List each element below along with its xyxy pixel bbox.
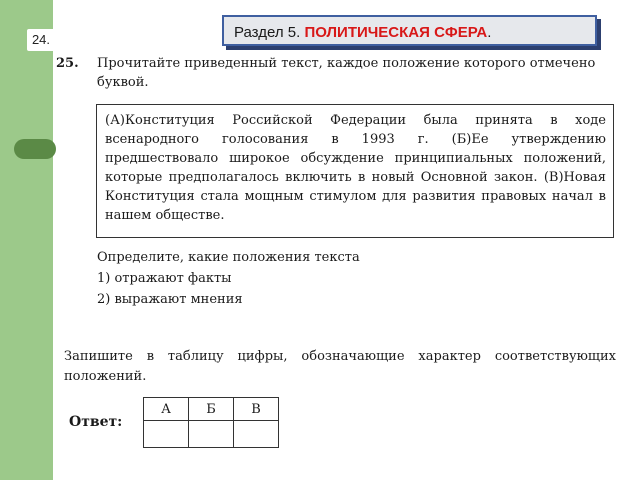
- answer-cell-v[interactable]: [234, 421, 279, 448]
- quote-text: (А)Конституция Российской Федерации была принята в ходе всенародного голосования в 1993 г. (Б)Ее утверждению предшествовало широкое обсуждение принципиальных положений, которые предполагалось включить в новый Основной закон. (В)Новая Конституция стала мощным стимулом для развития правовых начал в нашем обществе.: [105, 113, 606, 223]
- quote-box: [96, 104, 614, 238]
- answer-cell-b[interactable]: [189, 421, 234, 448]
- option-facts: 1) отражают факты: [97, 271, 232, 286]
- answer-table-value-row: [144, 421, 279, 448]
- answer-table-header-row: [144, 398, 279, 421]
- task-number: 25.: [56, 56, 79, 71]
- determine-text: Определите, какие положения текста: [97, 250, 360, 265]
- section-title: ПОЛИТИЧЕСКАЯ СФЕРА: [304, 24, 488, 41]
- section-suffix: .: [487, 24, 492, 41]
- answer-header-v: В: [234, 398, 279, 421]
- section-prefix: Раздел 5.: [234, 24, 305, 41]
- answer-cell-a[interactable]: [144, 421, 189, 448]
- answer-header-b: Б: [189, 398, 234, 421]
- task-instruction: Прочитайте приведенный текст, каждое положение которого отмечено буквой.: [97, 56, 596, 90]
- answer-label: Ответ:: [69, 414, 123, 430]
- determine-block: [97, 247, 360, 310]
- answer-table: [143, 397, 279, 448]
- slide-number: 24.: [27, 29, 55, 51]
- write-instruction: Запишите в таблицу цифры, обозначающие характер соответствующих положений.: [64, 349, 616, 384]
- side-tab: [14, 139, 56, 159]
- option-opinions: 2) выражают мнения: [97, 292, 243, 307]
- answer-header-a: А: [144, 398, 189, 421]
- sidebar-bar: [0, 0, 53, 480]
- section-header: [222, 15, 597, 46]
